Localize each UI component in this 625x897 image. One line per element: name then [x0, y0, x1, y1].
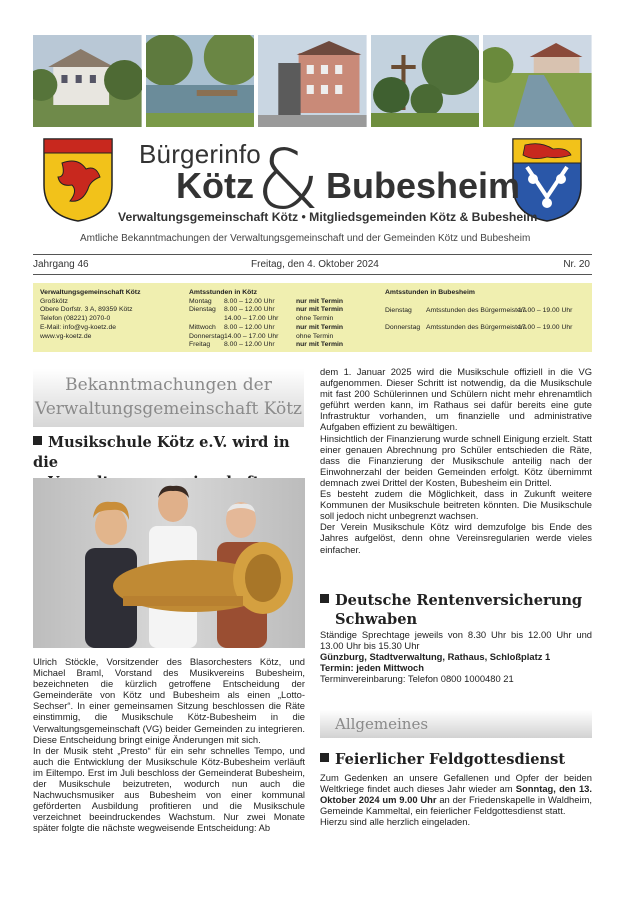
photo-pond [146, 35, 255, 127]
article-headline-rente [320, 591, 595, 629]
hours-day: Mittwoch [189, 323, 216, 331]
headline-line1: Feierlicher Feldgottesdienst [335, 751, 566, 768]
issue-number: Nr. 20 [563, 259, 590, 270]
paragraph: Es besteht zudem die Möglichkeit, dass in Zukunft weitere Kommunen der Musikschule beitreten könnten. Die Musikschule soll jedoch nicht unbegrenzt wachsen. [320, 488, 592, 522]
office-hours-box [33, 283, 592, 352]
bubesheim-hours-title: Amtsstunden in Bubesheim [385, 289, 475, 296]
masthead-vg-line: Verwaltungsgemeinschaft Kötz • Mitgliedsgemeinden Kötz & Bubesheim [118, 210, 538, 224]
masthead-koetz: Kötz [176, 165, 254, 206]
section-title-line2: Verwaltungsgemeinschaft Kötz [35, 399, 302, 419]
hours-day: Donnerstag [189, 332, 225, 340]
hours-time: 17.00 – 19.00 Uhr [518, 306, 573, 314]
hours-row [189, 306, 379, 315]
headline-line1: Deutsche Rentenversicherung [335, 592, 583, 609]
hours-time: 17.00 – 19.00 Uhr [518, 324, 573, 332]
hours-time: 8.00 – 12.00 Uhr [224, 297, 275, 305]
hours-day: Dienstag [189, 306, 216, 314]
koetz-hours [189, 289, 379, 350]
photo-mansion [33, 35, 142, 127]
headline-bullet [320, 594, 329, 603]
hours-day: Dienstag [385, 306, 412, 314]
section-title-line1: Bekanntmachungen der [65, 375, 272, 395]
hours-note: ohne Termin [296, 332, 334, 340]
headline-bullet [320, 753, 329, 762]
hours-row [189, 324, 379, 333]
section-title: Allgemeines [335, 715, 429, 733]
vg-contact [40, 289, 180, 341]
article-body-rente [320, 629, 592, 684]
paragraph-bold: Termin: jeden Mittwoch [320, 662, 424, 674]
photo-stream [483, 35, 592, 127]
koetz-hours-title: Amtsstunden in Kötz [189, 289, 257, 296]
paragraph [320, 772, 592, 816]
hours-time: 14.00 – 17.00 Uhr [224, 315, 279, 323]
hours-note: nur mit Termin [296, 306, 344, 314]
hours-note: nur mit Termin [296, 323, 344, 331]
hours-row [385, 307, 590, 316]
paragraph: Hierzu sind alle herzlich eingeladen. [320, 816, 471, 828]
hours-day [189, 315, 224, 324]
hours-time: 8.00 – 12.00 Uhr [224, 306, 275, 314]
hours-row [189, 298, 379, 307]
masthead-subtitle: Amtliche Bekanntmachungen der Verwaltungsgemeinschaft und der Gemeinden Kötz und Bubesheim [80, 233, 531, 244]
hours-time: 8.00 – 12.00 Uhr [224, 323, 275, 331]
headline-bullet [33, 436, 42, 445]
vg-contact-email[interactable]: E-Mail: info@vg-koetz.de [40, 323, 117, 331]
photo-townhall [258, 35, 367, 127]
paragraph: Ulrich Stöckle, Vorsitzender des Blasorchesters Kötz, und Michael Braml, Vorstand des Musikvereins Bubesheim, bezeichneten die kürzlich getroffene Entscheidung der Gemeinderäte von Kötz und Bubesheim als einen „Lotto-Sechser“. In einer gemeinsamen Sitzung beschlossen die Räte einstimmig, die Musikschule Kötz-Bubesheim in die Verwaltungsgemeinschaft (VG) beider Gemeinden zu integrieren. Diese Entscheidung bringt einige Änderungen mit sich. [33, 656, 305, 745]
koetz-coat-of-arms [42, 137, 114, 223]
text-run: Zum Gedenken an unsere Gefallenen und Opfer der beiden Weltkriege findet auch dieses Jahr wieder am [320, 772, 592, 795]
vg-contact-line: Telefon (08221) 2070-0 [40, 315, 111, 323]
section-header-vg [33, 369, 304, 427]
text-run: an der Friedenskapelle in Waldheim, Gemeinde Kammeltal, ein feierlicher Feldgottesdienst statt. [320, 794, 592, 817]
paragraph: In der Musik steht „Presto“ für ein sehr schnelles Tempo, und auch die Entwicklung der Musikschule Kötz-Bubesheim verläuft im Eiltempo. Erst im Juli beschloss der Gemeinderat Bubesheim, der Musikschule beizutreten, wodurch nun auch die Nachwuchsmusiker aus Bubesheim von einer kommunal geförderten Ausbildung profitieren und die Musikschule verzeichnet beeindruckendes Wachstum. Nur zwei Monate später folgte die nächste wegweisende Entscheidung: Ab [33, 744, 305, 834]
paragraph: Der Verein Musikschule Kötz wird demzufolge bis Ende des Jahres aufgelöst, denn ohne Vereinsregularien werde vieles einfacher. [320, 521, 592, 555]
hours-row [189, 333, 379, 342]
article-headline-feldgottesdienst [320, 750, 595, 769]
article-photo-musicians [33, 478, 305, 648]
paragraph-bold: Günzburg, Stadtverwaltung, Rathaus, Schloßplatz 1 [320, 651, 551, 663]
masthead-ampersand: & [256, 133, 320, 228]
hours-time: 14.00 – 17.00 Uhr [224, 332, 279, 340]
headline-line1: Musikschule Kötz e.V. wird in die [33, 434, 290, 471]
vg-contact-title: Verwaltungsgemeinschaft Kötz [40, 289, 141, 296]
paragraph: Terminvereinbarung: Telefon 0800 1000480 21 [320, 673, 514, 685]
hours-day: Donnerstag [385, 324, 421, 332]
article-body-left [33, 656, 305, 834]
paragraph: Ständige Sprechtage jeweils von 8.30 Uhr bis 12.00 Uhr und 13.00 Uhr bis 15.30 Uhr [320, 629, 592, 652]
hours-note: ohne Termin [296, 315, 334, 323]
masthead-buergerinfo: Bürgerinfo [139, 139, 261, 169]
hours-time: 8.00 – 12.00 Uhr [224, 341, 275, 349]
hours-row [189, 315, 379, 324]
hours-desc: Amtsstunden des Bürgermeisters [426, 324, 527, 332]
divider-bottom [33, 274, 592, 275]
hours-desc: Amtsstunden des Bürgermeisters [426, 306, 527, 314]
hours-row [385, 324, 590, 333]
article-body-right [320, 366, 592, 555]
headline-line2: Schwaben [335, 611, 418, 628]
hours-note: nur mit Termin [296, 297, 344, 305]
vg-contact-line: Großkötz [40, 297, 68, 305]
header-photo-strip [33, 35, 592, 127]
text-run-bold: Sonntag, den 13. Oktober 2024 um 9.00 Uhr [320, 783, 592, 806]
section-header-allgemeines [320, 710, 592, 738]
paragraph: dem 1. Januar 2025 wird die Musikschule offiziell in die VG aufgenommen. Dieser Schritt ist notwendig, da die Musikschule mit fast 200 Schülerinnen und Schülern nicht mehr ehrenamtlich geführt werden kann, im Rathaus sei dafür bereits eine gute Infrastruktur vorhanden, um finanzielle und administrative Aufgaben effizient zu bewältigen. [320, 366, 592, 433]
hours-day: Montag [189, 297, 212, 305]
bubesheim-hours [385, 289, 590, 333]
article-body-feldgottesdienst [320, 772, 592, 827]
masthead-bubesheim: Bubesheim [326, 165, 521, 206]
vg-contact-line: Obere Dorfstr. 3 A, 89359 Kötz [40, 306, 133, 314]
hours-row [189, 341, 379, 350]
photo-wayside-cross [371, 35, 480, 127]
hours-note: nur mit Termin [296, 341, 344, 349]
divider-top [33, 254, 592, 255]
vg-contact-website[interactable]: www.vg-koetz.de [40, 332, 92, 340]
issue-volume: Jahrgang 46 [33, 259, 89, 270]
issue-date: Freitag, den 4. Oktober 2024 [251, 259, 379, 270]
paragraph: Hinsichtlich der Finanzierung wurde schnell Einigung erzielt. Statt einer genauen Abrechnung pro Schüler entschieden die Räte, dass die Finanzierung der Musikschule anteilig nach der Einwohnerzahl der beiden Gemeinden erfolgt. Kötz übernimmt demnach zwei Drittel der Kosten, Bubesheim ein Drittel. [320, 432, 592, 488]
hours-day: Freitag [189, 341, 211, 349]
masthead [116, 133, 538, 229]
